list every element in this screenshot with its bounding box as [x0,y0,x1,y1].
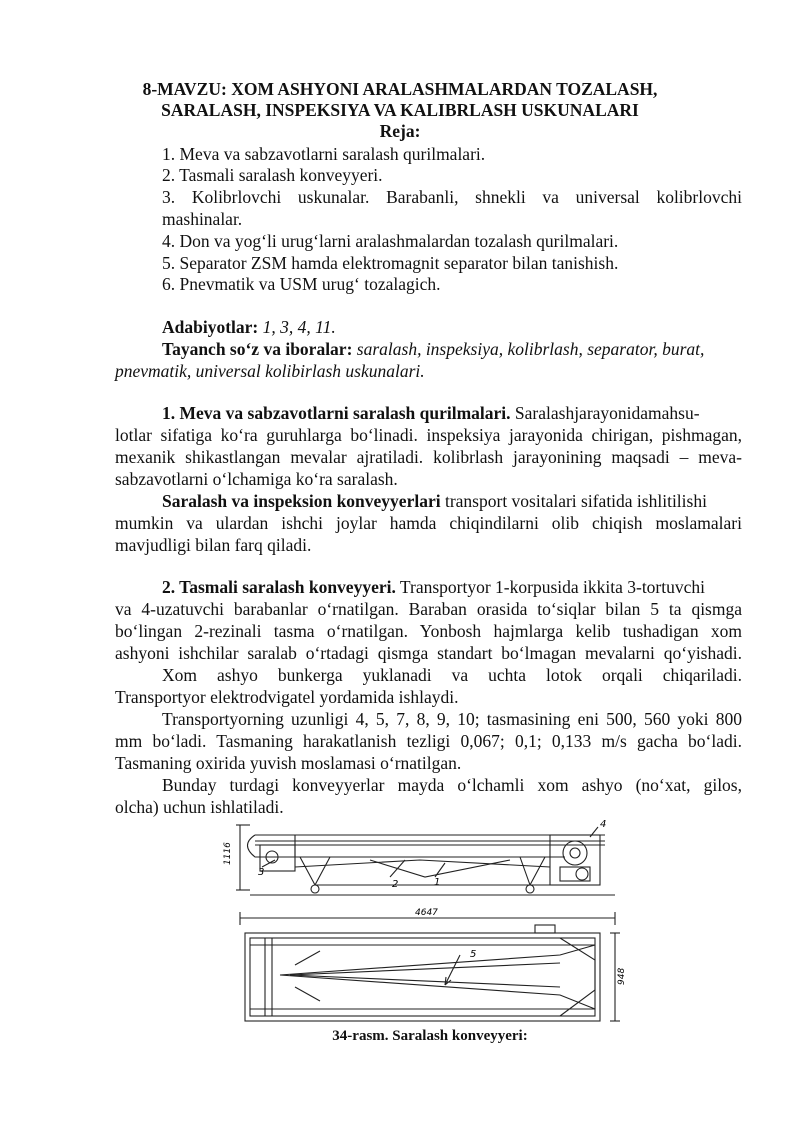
references-value: 1, 3, 4, 11. [262,317,336,337]
section-2-paragraph-3-line-2: mm bo‘ladi. Tasmaning harakatlanish tezligi 0,067; 0,1; 0,133 m/s gacha bo‘ladi. [115,731,742,751]
section-2-line-3: bo‘lingan 2-rezinali tasma o‘rnatilgan. Yonbosh hajmlarga kelib tushadigan xom [115,621,742,641]
part-label-2: 2 [392,879,399,890]
references-label: Adabiyotlar: [162,317,259,337]
keywords-value-continued: pnevmatik, universal kolibirlash uskunalari. [115,361,425,381]
section-2-paragraph-3-line-1: Transportyorning uzunligi 4, 5, 7, 8, 9, 10; tasmasining eni 500, 560 yoki 800 [162,709,742,729]
plan-item-1: 1. Meva va sabzavotlarni saralash qurilmalari. [162,144,486,164]
section-2-heading: 2. Tasmali saralash konveyyeri. [162,577,396,597]
section-1-paragraph-2-line-1 [162,490,707,512]
section-2-line-4: ashyoni ishchilar saralab o‘rtadagi qismga standart bo‘lmagan mevalarni qo‘yishadi. [115,643,742,663]
keywords-line [162,338,742,360]
section-1-paragraph-2-line-2: mumkin va ulardan ishchi joylar hamda chiqindilarni olib chiqish moslamalari [115,513,742,533]
section-2-paragraph-2-line-1: Xom ashyo bunkerga yuklanadi va uchta lotok orqali chiqariladi. [162,665,742,685]
section-1-paragraph-2-text: transport vositalari sifatida ishlitilishi [444,491,707,511]
section-2-line-2: va 4-uzatuvchi barabanlar o‘rnatilgan. Baraban orasida to‘siqlar bilan 5 ta qismga [115,599,742,619]
part-label-1: 1 [434,877,441,888]
section-1-line-3: mexanik shikastlangan mevalar ajratiladi. kolibrlash jarayonining maqsadi – meva- [115,447,742,467]
part-label-4: 4 [600,819,607,830]
plan-heading: Reja: [379,121,421,141]
section-1-line-4: sabzavotlarni o‘lchamiga ko‘ra saralash. [115,469,398,489]
plan-item-3-continued: mashinalar. [162,209,243,229]
section-2-paragraph-3-line-3: Tasmaning oxirida yuvish moslamasi o‘rnatilgan. [115,753,462,773]
plan-item-4: 4. Don va yog‘li urug‘larni aralashmalardan tozalash qurilmalari. [162,231,619,251]
conveyor-drawing [220,815,630,1025]
section-2-paragraph-4-line-2: olcha) uchun ishlatiladi. [115,797,284,817]
plan-item-6: 6. Pnevmatik va USM urug‘ tozalagich. [162,274,441,294]
section-2-paragraph-2-line-2: Transportyor elektrodvigatel yordamida ishlaydi. [115,687,459,707]
section-1-first-line [162,402,700,424]
plan-item-2: 2. Tasmali saralash konveyyeri. [162,165,383,185]
plan-item-5: 5. Separator ZSM hamda elektromagnit separator bilan tanishish. [162,253,619,273]
part-label-5: 5 [470,949,477,960]
section-1-paragraph-2-line-3: mavjudligi bilan farq qiladi. [115,535,312,555]
document-title-line-2: SARALASH, INSPEKSIYA VA KALIBRLASH USKUNALARI [161,100,639,120]
section-2-first-line [162,576,705,598]
section-1-line-2: lotlar sifatiga ko‘ra guruhlarga bo‘linadi. inspeksiya jarayonida chirigan, pishmagan, [115,425,742,445]
keywords-label: Tayanch so‘z va iboralar: [162,339,353,359]
document-title-line-1: 8-MAVZU: XOM ASHYONI ARALASHMALARDAN TOZALASH, [142,79,658,99]
length-dimension-label: 4647 [415,908,438,918]
part-label-3: 3 [258,867,265,878]
width-dimension-label: 948 [617,967,627,985]
inspection-conveyor-term: Saralash va inspeksion konveyyerlari [162,491,441,511]
section-2-text: Transportyor 1-korpusida ikkita 3-tortuvchi [399,577,706,597]
references-line [162,316,336,338]
plan-item-3: 3. Kolibrlovchi uskunalar. Barabanli, shnekli va universal kolibrlovchi [162,187,742,207]
section-1-text: Saralashjarayonidamahsu- [514,403,700,423]
keywords-value: saralash, inspeksiya, kolibrlash, separator, burat, [356,339,705,359]
section-1-heading: 1. Meva va sabzavotlarni saralash qurilmalari. [162,403,511,423]
height-dimension-label: 1116 [223,842,233,865]
figure-caption: 34-rasm. Saralash konveyyeri: [332,1028,528,1044]
section-2-paragraph-4-line-1: Bunday turdagi konveyyerlar mayda o‘lchamli xom ashyo (no‘xat, gilos, [162,775,742,795]
